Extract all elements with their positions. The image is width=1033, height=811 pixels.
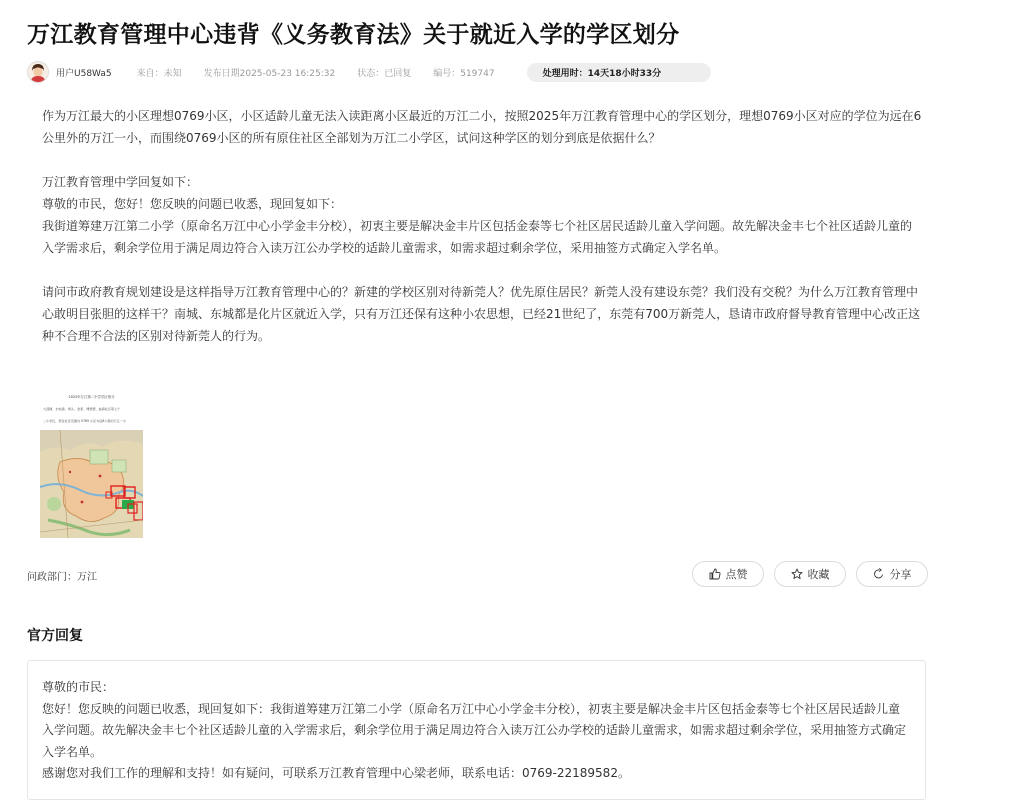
map-caption-title: 2025年万江第二小学学区划分 — [68, 395, 115, 399]
content-paragraph: 请问市政府教育规划建设是这样指导万江教育管理中心的？新建的学校区别对待新莞人？优先原住居民？新莞人没有建设东莞？我们没有交税？为什么万江教育管理中心敢明目张胆的这样干？南城、东城都是化片区就近入学，只有万江还保有这种小农思想，已经21世纪了，东莞有700万新莞人，恳请市政府督导教育管理中心改正这种不合理不合法的区别对待新莞人的行为。 — [42, 285, 921, 343]
star-icon — [791, 568, 803, 580]
reply-line: 您好！您反映的问题已收悉，现回复如下：我街道筹建万江第二小学（原命名万江中心小学金丰分校），初衷主要是解决金丰片区包括金泰等七个社区居民适龄儿童入学问题。故先解决金丰七个社区适龄儿童的入学需求后，剩余学位用于满足周边符合入读万江公办学校的适龄儿童需求，如需求超过剩余学位，采用抽签方式确定入学名单。 — [42, 701, 907, 759]
post-meta — [27, 60, 711, 84]
content-line: 我街道筹建万江第二小学（原命名万江中心小学金丰分校），初衷主要是解决金丰片区包括金泰等七个社区居民适龄儿童入学问题。故先解决金丰七个社区适龄儿童的入学需求后，剩余学位用于满足周边符合入读万江公办学校的适龄儿童需求，如需求超过剩余学位，采用抽签方式确定入学名单。 — [42, 219, 913, 255]
thumbs-up-icon — [709, 568, 721, 580]
status-label: 状态：已回复 — [357, 68, 412, 79]
reply-line: 感谢您对我们工作的理解和支持！如有疑问，可联系万江教育管理中心梁老师，联系电话：0769-22189582。 — [42, 766, 630, 780]
post-content — [42, 105, 922, 347]
official-reply-box — [27, 660, 926, 800]
map-illustration — [40, 392, 143, 538]
like-button[interactable] — [692, 561, 764, 587]
map-caption-line: 大莲塘、水蛇涌、坝头、金泰、博德德、曲海社区等七个 — [43, 407, 121, 411]
user-avatar-icon — [28, 62, 48, 82]
page-title: 万江教育管理中心违背《义务教育法》关于就近入学的学区划分 — [27, 22, 680, 48]
share-label: 分享 — [889, 568, 912, 581]
source-label: 来自：未知 — [136, 68, 182, 79]
favorite-label: 收藏 — [807, 568, 830, 581]
content-line: 尊敬的市民，您好！您反映的问题已收悉，现回复如下： — [42, 197, 343, 211]
content-line: 万江教育管理中学回复如下： — [42, 175, 199, 189]
processing-time-badge: 处理用时：14天18小时33分 — [527, 63, 712, 82]
favorite-button[interactable] — [774, 561, 846, 587]
avatar[interactable] — [27, 61, 49, 83]
attached-map-image[interactable] — [40, 392, 143, 538]
post-number: 编号：519747 — [433, 68, 495, 79]
share-icon — [873, 568, 885, 580]
official-reply-heading: 官方回复 — [27, 628, 83, 644]
content-paragraph: 作为万江最大的小区理想0769小区，小区适龄儿童无法入读距离小区最近的万江二小，按照2025年万江教育管理中心的学区划分，理想0769小区对应的学位为远在6公里外的万江一小，而围绕0769小区的所有原住社区全部划为万江二小学区，试问这种学区的划分到底是依据什么？ — [42, 109, 922, 145]
publish-date: 发布日期2025-05-23 16:25:32 — [203, 68, 336, 79]
like-label: 点赞 — [725, 568, 748, 581]
reply-line: 尊敬的市民： — [42, 680, 115, 694]
map-caption-line: 二小学位，原住社区范围内 0769 小区为远6公里的万江一小 — [43, 419, 126, 423]
share-button[interactable] — [856, 561, 928, 587]
author-name[interactable]: 用户U58Wa5 — [56, 68, 112, 79]
department-label: 问政部门：万江 — [27, 572, 97, 583]
action-bar — [692, 561, 938, 587]
